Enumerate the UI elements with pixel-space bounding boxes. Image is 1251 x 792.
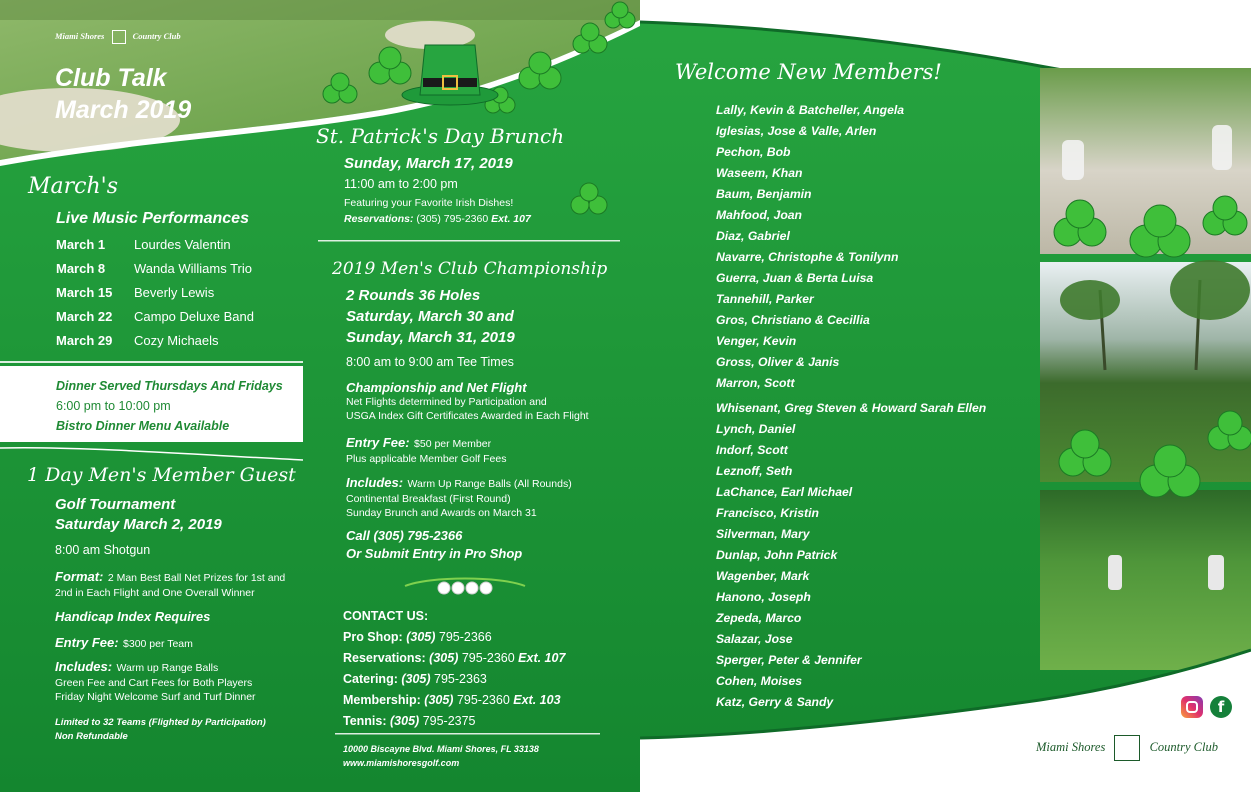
golf-ball-icon xyxy=(452,582,464,594)
music-act: Campo Deluxe Band xyxy=(134,309,254,324)
champ-fee-text: $50 per Member xyxy=(414,438,492,450)
dinner-box xyxy=(56,376,283,436)
limited-line-2: Non Refundable xyxy=(55,731,128,742)
champ-fee-2: Plus applicable Member Golf Fees xyxy=(346,453,507,465)
golf-ball-icon xyxy=(438,582,450,594)
member-name: Hanono, Joseph xyxy=(716,590,811,604)
member-name: Iglesias, Jose & Valle, Arlen xyxy=(716,124,877,138)
members-list xyxy=(716,102,1036,715)
member-name: Whisenant, Greg Steven & Howard Sarah Ellen xyxy=(716,401,987,415)
member-name: Tannehill, Parker xyxy=(716,292,814,306)
contact-number[interactable]: 795-2360 xyxy=(456,693,510,707)
golf-balls-decoration xyxy=(400,572,530,600)
champ-line-3: Sunday, March 31, 2019 xyxy=(346,329,515,346)
contact-label: Pro Shop: xyxy=(343,630,403,644)
website-link[interactable]: www.miamishoresgolf.com xyxy=(343,758,460,768)
champ-inc-3: Sunday Brunch and Awards on March 31 xyxy=(346,507,537,519)
championship-title xyxy=(346,285,515,348)
music-date: March 1 xyxy=(56,237,106,252)
champ-flight-2: USGA Index Gift Certificates Awarded in Each Flight xyxy=(346,410,589,422)
dinner-line-1: Dinner Served Thursdays And Fridays xyxy=(56,379,283,393)
music-date: March 15 xyxy=(56,285,113,300)
shamrock-icon xyxy=(565,180,615,225)
shamrock-cluster-right xyxy=(1030,190,1251,510)
champ-tee-times: 8:00 am to 9:00 am Tee Times xyxy=(346,355,514,369)
member-name: Pechon, Bob xyxy=(716,145,791,159)
member-name: Leznoff, Seth xyxy=(716,464,793,478)
instagram-icon[interactable] xyxy=(1181,696,1203,718)
contact-area[interactable]: (305) xyxy=(406,630,436,644)
footer-logo xyxy=(1036,735,1218,761)
member-name: Salazar, Jose xyxy=(716,632,793,646)
contact-number[interactable]: 795-2363 xyxy=(434,672,487,686)
champ-inc-1: Warm Up Range Balls (All Rounds) xyxy=(407,478,572,490)
guest-includes-3: Friday Night Welcome Surf and Turf Dinner xyxy=(55,691,256,703)
member-name: Lynch, Daniel xyxy=(716,422,796,436)
member-name: Zepeda, Marco xyxy=(716,611,802,625)
dinner-line-3: Bistro Dinner Menu Available xyxy=(56,419,230,433)
music-row xyxy=(56,285,214,300)
contact-number[interactable]: 795-2360 xyxy=(461,651,515,665)
shamrock-icon xyxy=(605,2,635,28)
contact-ext[interactable]: Ext. 103 xyxy=(513,693,561,707)
limited-line-1: Limited to 32 Teams (Flighted by Participation) xyxy=(55,717,266,728)
contact-area[interactable]: (305) xyxy=(429,651,459,665)
contact-row xyxy=(343,630,565,651)
guest-includes-2: Green Fee and Cart Fees for Both Players xyxy=(55,677,253,689)
music-date: March 8 xyxy=(56,261,106,276)
music-heading: Live Music Performances xyxy=(56,210,249,227)
member-name: Dunlap, John Patrick xyxy=(716,548,838,562)
music-row xyxy=(56,261,252,276)
brunch-time: 11:00 am to 2:00 pm xyxy=(344,177,458,191)
contact-area[interactable]: (305) xyxy=(401,672,431,686)
champ-line-1: 2 Rounds 36 Holes xyxy=(346,287,481,304)
champ-call-2: Or Submit Entry in Pro Shop xyxy=(346,546,523,561)
music-date: March 22 xyxy=(56,309,113,324)
guest-includes-1: Warm up Range Balls xyxy=(116,662,219,674)
member-name: Indorf, Scott xyxy=(716,443,788,457)
member-name: Baum, Benjamin xyxy=(716,187,812,201)
music-row xyxy=(56,309,254,324)
address-block xyxy=(343,742,539,770)
champ-fee xyxy=(346,434,626,466)
footer-logo-left: Miami Shores xyxy=(1036,739,1106,754)
guest-fee-label: Entry Fee: xyxy=(55,635,119,650)
contact-row xyxy=(343,672,565,693)
guest-fee-text: $300 per Team xyxy=(123,638,193,650)
member-name: Gros, Christiano & Cecillia xyxy=(716,313,870,327)
music-act: Beverly Lewis xyxy=(134,285,215,300)
contact-area[interactable]: (305) xyxy=(424,693,454,707)
guest-format xyxy=(55,568,305,600)
brunch-reservations xyxy=(344,213,531,225)
member-name: Katz, Gerry & Sandy xyxy=(716,695,834,709)
music-act: Lourdes Valentin xyxy=(134,237,231,252)
members-script-heading: Welcome New Members! xyxy=(675,60,942,84)
champ-flight-1: Net Flights determined by Participation and xyxy=(346,396,547,408)
contact-row xyxy=(343,651,565,672)
contact-label: Reservations: xyxy=(343,651,426,665)
champ-call xyxy=(346,527,522,563)
champ-inc-2: Continental Breakfast (First Round) xyxy=(346,493,511,505)
champ-call-1: Call (305) 795-2366 xyxy=(346,528,463,543)
member-name: Marron, Scott xyxy=(716,376,795,390)
logo-left-text: Miami Shores xyxy=(55,30,105,41)
music-row xyxy=(56,237,231,252)
member-name: Navarre, Christophe & Tonilynn xyxy=(716,250,899,264)
brunch-script-heading: St. Patrick's Day Brunch xyxy=(316,124,565,148)
member-name: Venger, Kevin xyxy=(716,334,797,348)
brunch-res-ext: Ext. 107 xyxy=(491,213,531,225)
champ-inc-label: Includes: xyxy=(346,475,404,490)
contact-label: Catering: xyxy=(343,672,398,686)
championship-script-heading: 2019 Men's Club Championship xyxy=(332,259,608,279)
champ-flight-head: Championship and Net Flight xyxy=(346,380,527,395)
guest-shotgun: 8:00 am Shotgun xyxy=(55,543,151,557)
footer-crest-icon xyxy=(1114,735,1140,761)
format-label: Format: xyxy=(55,569,104,584)
golf-ball-icon xyxy=(480,582,492,594)
brunch-note: Featuring your Favorite Irish Dishes! xyxy=(344,197,514,209)
handicap-note: Handicap Index Requires xyxy=(55,609,211,624)
contact-number[interactable]: 795-2366 xyxy=(438,630,492,644)
address: 10000 Biscayne Blvd. Miami Shores, FL 33138 xyxy=(343,744,539,754)
format-text-1: 2 Man Best Ball Net Prizes for 1st and xyxy=(107,572,286,584)
brunch-date: Sunday, March 17, 2019 xyxy=(344,155,513,172)
contact-heading: CONTACT US: xyxy=(343,609,429,623)
shamrock-icon xyxy=(519,52,561,89)
member-name: Cohen, Moises xyxy=(716,674,803,688)
title-line-1: Club Talk xyxy=(55,64,167,92)
music-script-heading: March's xyxy=(28,174,118,199)
member-name: Silverman, Mary xyxy=(716,527,810,541)
header-logo xyxy=(55,30,181,44)
guest-title xyxy=(55,495,222,535)
champ-includes xyxy=(346,474,626,520)
member-name: LaChance, Earl Michael xyxy=(716,485,853,499)
contact-row xyxy=(343,714,565,735)
contact-label: Tennis: xyxy=(343,714,387,728)
guest-fee xyxy=(55,634,193,652)
dinner-line-2: 6:00 pm to 10:00 pm xyxy=(56,399,171,413)
facebook-icon[interactable]: f xyxy=(1210,696,1232,718)
title-line-2: March 2019 xyxy=(55,96,192,124)
format-text-2: 2nd in Each Flight and One Overall Winner xyxy=(55,587,255,599)
guest-script-heading: 1 Day Men's Member Guest xyxy=(27,464,296,486)
member-name: Diaz, Gabriel xyxy=(716,229,790,243)
member-name: Mahfood, Joan xyxy=(716,208,802,222)
guest-title-2: Saturday March 2, 2019 xyxy=(55,516,222,533)
guest-limited xyxy=(55,716,266,744)
guest-includes xyxy=(55,658,305,704)
page-title xyxy=(55,62,191,126)
logo-right-text: Country Club xyxy=(132,30,181,41)
guest-includes-label: Includes: xyxy=(55,659,113,674)
music-act: Wanda Williams Trio xyxy=(134,261,252,276)
member-name: Waseem, Khan xyxy=(716,166,803,180)
contact-ext[interactable]: Ext. 107 xyxy=(518,651,566,665)
music-row xyxy=(56,333,219,348)
member-name: Lally, Kevin & Batcheller, Angela xyxy=(716,103,905,117)
leprechaun-hat-icon xyxy=(402,45,498,105)
shamrock-icon xyxy=(323,73,357,103)
guest-title-1: Golf Tournament xyxy=(55,496,176,513)
music-date: March 29 xyxy=(56,333,113,348)
shamrock-cluster-top xyxy=(300,0,660,130)
shamrock-icon xyxy=(369,47,411,84)
champ-fee-label: Entry Fee: xyxy=(346,435,410,450)
contact-row xyxy=(343,693,565,714)
logo-crest-icon xyxy=(112,30,126,44)
golf-ball-icon xyxy=(466,582,478,594)
member-name: Gross, Oliver & Janis xyxy=(716,355,840,369)
brunch-res-phone: (305) 795-2360 xyxy=(416,213,489,225)
member-name: Sperger, Peter & Jennifer xyxy=(716,653,862,667)
contact-area[interactable]: (305) xyxy=(390,714,420,728)
contact-list xyxy=(343,630,565,735)
member-name: Wagenber, Mark xyxy=(716,569,810,583)
brunch-res-label: Reservations: xyxy=(344,213,414,225)
contact-number[interactable]: 795-2375 xyxy=(422,714,476,728)
footer-logo-right: Country Club xyxy=(1149,739,1218,754)
shamrock-icon xyxy=(573,23,607,53)
champ-flight xyxy=(346,380,626,423)
member-name: Guerra, Juan & Berta Luisa xyxy=(716,271,874,285)
champ-line-2: Saturday, March 30 and xyxy=(346,308,514,325)
member-name: Francisco, Kristin xyxy=(716,506,819,520)
contact-label: Membership: xyxy=(343,693,421,707)
music-act: Cozy Michaels xyxy=(134,333,219,348)
